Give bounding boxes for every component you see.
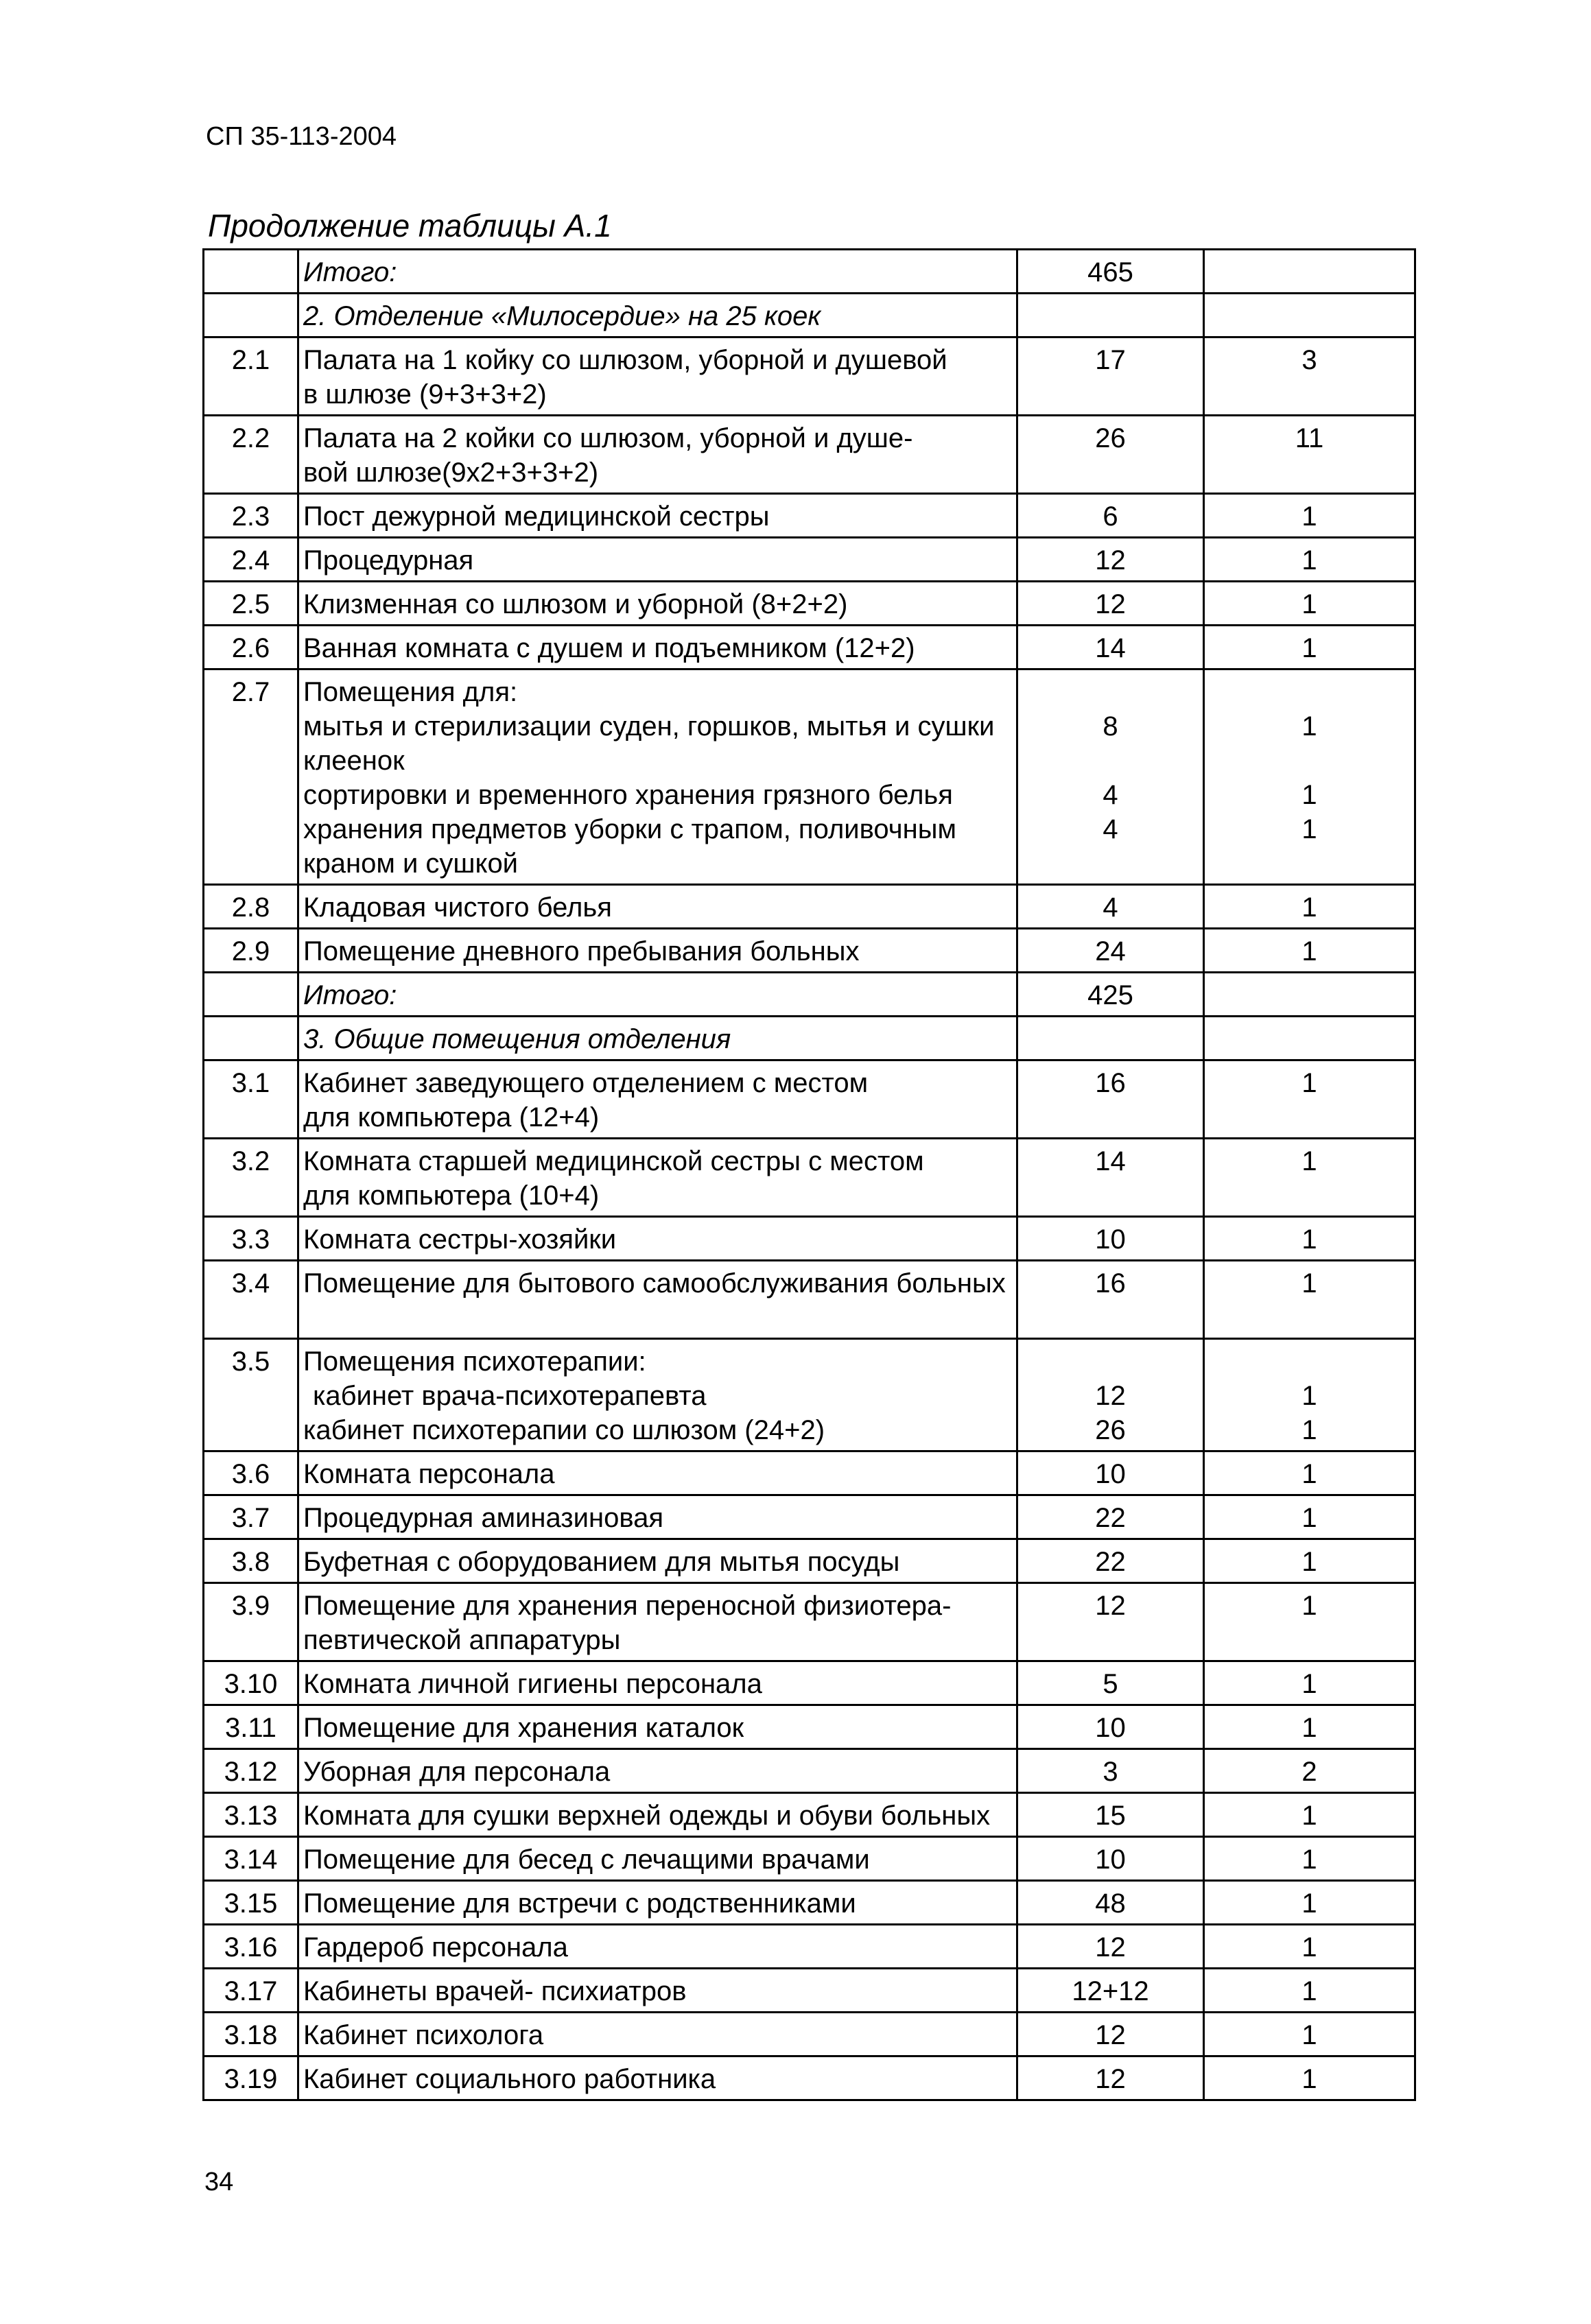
area-value xyxy=(1017,1451,1204,1495)
table-row xyxy=(204,1261,1415,1339)
quantity-value xyxy=(1204,1749,1415,1793)
quantity-line: 1 xyxy=(1301,936,1317,967)
room-name-line xyxy=(303,1301,1012,1335)
room-name-line: Помещение для бесед с лечащими врачами xyxy=(303,1845,870,1875)
table-row xyxy=(204,582,1415,626)
area-value xyxy=(1017,1969,1204,2013)
area-line: 465 xyxy=(1087,257,1133,287)
quantity-value xyxy=(1204,1339,1415,1451)
room-name-line: Комната личной гигиены персонала xyxy=(303,1669,762,1699)
row-number: 3.16 xyxy=(204,1925,298,1969)
area-line xyxy=(1022,1344,1199,1379)
area-value xyxy=(1017,1705,1204,1749)
room-name xyxy=(298,494,1017,538)
area-value xyxy=(1017,1837,1204,1881)
table-row xyxy=(204,1495,1415,1539)
area-value xyxy=(1017,250,1204,294)
area-value xyxy=(1017,1017,1204,1060)
quantity-value xyxy=(1204,294,1415,337)
area-value xyxy=(1017,494,1204,538)
quantity-line: 1 xyxy=(1301,1547,1317,1577)
area-line: 6 xyxy=(1103,501,1118,532)
area-line: 4 xyxy=(1103,814,1118,844)
room-name xyxy=(298,250,1017,294)
area-line: 14 xyxy=(1095,1146,1126,1176)
room-name xyxy=(298,1969,1017,2013)
page-number: 34 xyxy=(204,2168,234,2196)
room-name-line: для компьютера (10+4) xyxy=(303,1181,600,1211)
row-number: 3.3 xyxy=(204,1217,298,1261)
area-line: 22 xyxy=(1095,1503,1126,1533)
area-line: 12 xyxy=(1095,1591,1126,1621)
quantity-line: 1 xyxy=(1301,1845,1317,1875)
table-row xyxy=(204,2013,1415,2056)
table-row xyxy=(204,1017,1415,1060)
room-name xyxy=(298,1925,1017,1969)
quantity-line xyxy=(1209,299,1410,333)
room-name xyxy=(298,1261,1017,1339)
area-line: 16 xyxy=(1095,1268,1126,1299)
area-line: 12+12 xyxy=(1072,1976,1149,2006)
quantity-value xyxy=(1204,885,1415,929)
row-number: 2.4 xyxy=(204,538,298,582)
area-value xyxy=(1017,1661,1204,1705)
area-value xyxy=(1017,626,1204,669)
quantity-line: 2 xyxy=(1301,1757,1317,1787)
room-name xyxy=(298,294,1017,337)
table-row xyxy=(204,538,1415,582)
table-row xyxy=(204,669,1415,885)
quantity-line xyxy=(1209,744,1410,778)
quantity-value xyxy=(1204,1451,1415,1495)
room-name-line: мытья и стерилизации суден, горшков, мытья и сушки xyxy=(303,711,995,742)
area-line: 16 xyxy=(1095,1068,1126,1098)
area-value xyxy=(1017,2056,1204,2100)
area-value xyxy=(1017,1139,1204,1217)
quantity-line: 11 xyxy=(1295,423,1324,453)
quantity-line xyxy=(1209,846,1410,881)
table-row xyxy=(204,973,1415,1017)
room-name-line: Кабинет заведующего отделением с местом xyxy=(303,1068,869,1098)
room-name xyxy=(298,1705,1017,1749)
area-line: 4 xyxy=(1103,892,1118,923)
area-value xyxy=(1017,973,1204,1017)
room-name-line: Комната сестры-хозяйки xyxy=(303,1224,617,1255)
room-name-line: Помещение для хранения каталок xyxy=(303,1713,744,1743)
table-row xyxy=(204,1881,1415,1925)
quantity-value xyxy=(1204,1495,1415,1539)
room-name xyxy=(298,1539,1017,1583)
row-number: 3.14 xyxy=(204,1837,298,1881)
room-name xyxy=(298,1583,1017,1661)
area-value xyxy=(1017,294,1204,337)
quantity-value xyxy=(1204,416,1415,494)
room-name-line: 3. Общие помещения отделения xyxy=(303,1024,731,1054)
quantity-line: 1 xyxy=(1301,1459,1317,1489)
room-name xyxy=(298,1139,1017,1217)
area-line: 12 xyxy=(1095,1932,1126,1963)
table-row xyxy=(204,1139,1415,1217)
row-number: 3.6 xyxy=(204,1451,298,1495)
area-line: 5 xyxy=(1103,1669,1118,1699)
room-name-line: Комната для сушки верхней одежды и обуви больных xyxy=(303,1801,991,1831)
quantity-line: 1 xyxy=(1301,1381,1317,1411)
room-name xyxy=(298,416,1017,494)
room-name xyxy=(298,929,1017,973)
area-value xyxy=(1017,416,1204,494)
room-name-line: Помещение для хранения переносной физиотера- xyxy=(303,1591,952,1621)
table-row xyxy=(204,337,1415,416)
quantity-line xyxy=(1209,978,1410,1012)
table-row xyxy=(204,885,1415,929)
quantity-line xyxy=(1209,1344,1410,1379)
table-caption: Продолжение таблицы А.1 xyxy=(208,208,612,244)
table-row xyxy=(204,2056,1415,2100)
quantity-line: 1 xyxy=(1301,1268,1317,1299)
table-row xyxy=(204,1583,1415,1661)
room-name-line: Помещения для: xyxy=(303,677,518,707)
quantity-line: 1 xyxy=(1301,633,1317,663)
area-value xyxy=(1017,1749,1204,1793)
area-line: 26 xyxy=(1095,1415,1126,1445)
quantity-line: 1 xyxy=(1301,1224,1317,1255)
room-name-line: 2. Отделение «Милосердие» на 25 коек xyxy=(303,301,821,331)
room-name-line: Буфетная с оборудованием для мытья посуды xyxy=(303,1547,900,1577)
quantity-line: 1 xyxy=(1301,892,1317,923)
area-line: 14 xyxy=(1095,633,1126,663)
room-name xyxy=(298,973,1017,1017)
quantity-value xyxy=(1204,1060,1415,1139)
quantity-value xyxy=(1204,1017,1415,1060)
quantity-line: 1 xyxy=(1301,1669,1317,1699)
room-name-line: Пост дежурной медицинской сестры xyxy=(303,501,770,532)
row-number xyxy=(204,1017,298,1060)
area-value xyxy=(1017,337,1204,416)
quantity-value xyxy=(1204,1139,1415,1217)
quantity-line: 1 xyxy=(1301,1976,1317,2006)
area-line: 12 xyxy=(1095,545,1126,576)
room-name xyxy=(298,1881,1017,1925)
room-name xyxy=(298,337,1017,416)
area-line: 12 xyxy=(1095,2064,1126,2094)
area-line: 12 xyxy=(1095,1381,1126,1411)
room-name xyxy=(298,1017,1017,1060)
quantity-line: 1 xyxy=(1301,1591,1317,1621)
quantity-line xyxy=(1209,255,1410,289)
area-value xyxy=(1017,1925,1204,1969)
table-row xyxy=(204,494,1415,538)
row-number: 2.2 xyxy=(204,416,298,494)
room-name-line: Итого: xyxy=(303,980,397,1010)
room-name xyxy=(298,1837,1017,1881)
quantity-value xyxy=(1204,538,1415,582)
area-value xyxy=(1017,1339,1204,1451)
room-name xyxy=(298,626,1017,669)
rooms-table-body xyxy=(204,250,1415,2100)
quantity-value xyxy=(1204,1583,1415,1661)
quantity-value xyxy=(1204,2056,1415,2100)
row-number: 3.19 xyxy=(204,2056,298,2100)
room-name xyxy=(298,2056,1017,2100)
row-number: 3.1 xyxy=(204,1060,298,1139)
row-number xyxy=(204,294,298,337)
room-name-line: Палата на 1 койку со шлюзом, уборной и душевой xyxy=(303,345,947,375)
quantity-value xyxy=(1204,626,1415,669)
room-name-line: Ванная комната с душем и подъемником (12+2) xyxy=(303,633,915,663)
room-name xyxy=(298,1661,1017,1705)
table-row xyxy=(204,626,1415,669)
room-name-line: Уборная для персонала xyxy=(303,1757,611,1787)
row-number: 2.5 xyxy=(204,582,298,626)
quantity-value xyxy=(1204,2013,1415,2056)
area-line: 10 xyxy=(1095,1459,1126,1489)
quantity-value xyxy=(1204,929,1415,973)
area-value xyxy=(1017,669,1204,885)
rooms-table xyxy=(202,248,1416,2101)
table-row xyxy=(204,1339,1415,1451)
room-name xyxy=(298,538,1017,582)
area-line: 22 xyxy=(1095,1547,1126,1577)
table-row xyxy=(204,1705,1415,1749)
room-name xyxy=(298,2013,1017,2056)
quantity-line xyxy=(1209,675,1410,709)
room-name-line: краном и сушкой xyxy=(303,849,519,879)
quantity-line: 1 xyxy=(1301,501,1317,532)
area-value xyxy=(1017,1217,1204,1261)
quantity-line: 3 xyxy=(1301,345,1317,375)
area-value xyxy=(1017,1583,1204,1661)
row-number xyxy=(204,250,298,294)
area-line: 17 xyxy=(1095,345,1126,375)
table-row xyxy=(204,250,1415,294)
area-line: 10 xyxy=(1095,1224,1126,1255)
area-line: 24 xyxy=(1095,936,1126,967)
quantity-value xyxy=(1204,669,1415,885)
area-line: 4 xyxy=(1103,780,1118,810)
row-number xyxy=(204,973,298,1017)
quantity-line: 1 xyxy=(1301,1146,1317,1176)
row-number: 3.8 xyxy=(204,1539,298,1583)
quantity-value xyxy=(1204,1661,1415,1705)
room-name-line: Процедурная аминазиновая xyxy=(303,1503,664,1533)
room-name-line: Гардероб персонала xyxy=(303,1932,568,1963)
quantity-line: 1 xyxy=(1301,2020,1317,2050)
room-name-line: Помещение дневного пребывания больных xyxy=(303,936,860,967)
row-number: 3.13 xyxy=(204,1793,298,1837)
quantity-value xyxy=(1204,1539,1415,1583)
quantity-line: 1 xyxy=(1301,1503,1317,1533)
row-number: 2.8 xyxy=(204,885,298,929)
quantity-value xyxy=(1204,973,1415,1017)
quantity-value xyxy=(1204,1837,1415,1881)
room-name xyxy=(298,669,1017,885)
quantity-value xyxy=(1204,1261,1415,1339)
row-number: 2.1 xyxy=(204,337,298,416)
area-value xyxy=(1017,1793,1204,1837)
room-name-line: сортировки и временного хранения грязного белья xyxy=(303,780,953,810)
quantity-line xyxy=(1209,1022,1410,1056)
area-value xyxy=(1017,1881,1204,1925)
row-number: 3.17 xyxy=(204,1969,298,2013)
quantity-line: 1 xyxy=(1301,1932,1317,1963)
table-row xyxy=(204,1837,1415,1881)
area-line xyxy=(1022,675,1199,709)
room-name-line: Клизменная со шлюзом и уборной (8+2+2) xyxy=(303,589,848,619)
quantity-value xyxy=(1204,494,1415,538)
room-name-line: хранения предметов уборки с трапом, поливочным xyxy=(303,814,956,844)
room-name-line: Кабинет социального работника xyxy=(303,2064,716,2094)
room-name-line: вой шлюзе(9х2+3+3+2) xyxy=(303,458,599,488)
area-line xyxy=(1022,744,1199,778)
row-number: 2.3 xyxy=(204,494,298,538)
room-name-line: Итого: xyxy=(303,257,397,287)
room-name xyxy=(298,1451,1017,1495)
area-value xyxy=(1017,582,1204,626)
table-row xyxy=(204,1793,1415,1837)
room-name-line: клеенок xyxy=(303,746,405,776)
quantity-line: 1 xyxy=(1301,1888,1317,1919)
row-number: 3.5 xyxy=(204,1339,298,1451)
quantity-line: 1 xyxy=(1301,711,1317,742)
table-row xyxy=(204,294,1415,337)
area-line xyxy=(1022,1022,1199,1056)
room-name-line: Палата на 2 койки со шлюзом, уборной и душе- xyxy=(303,423,913,453)
area-line xyxy=(1022,846,1199,881)
quantity-value xyxy=(1204,582,1415,626)
table-row xyxy=(204,1661,1415,1705)
area-value xyxy=(1017,1261,1204,1339)
area-line xyxy=(1022,299,1199,333)
room-name xyxy=(298,1495,1017,1539)
table-row xyxy=(204,1451,1415,1495)
room-name-line: певтической аппаратуры xyxy=(303,1625,621,1655)
area-line: 12 xyxy=(1095,589,1126,619)
row-number: 2.9 xyxy=(204,929,298,973)
table-row xyxy=(204,1925,1415,1969)
quantity-line: 1 xyxy=(1301,1068,1317,1098)
quantity-line: 1 xyxy=(1301,1713,1317,1743)
room-name xyxy=(298,582,1017,626)
room-name xyxy=(298,1060,1017,1139)
quantity-value xyxy=(1204,337,1415,416)
area-value xyxy=(1017,929,1204,973)
quantity-value xyxy=(1204,1881,1415,1925)
room-name-line: для компьютера (12+4) xyxy=(303,1102,600,1133)
quantity-value xyxy=(1204,1217,1415,1261)
area-value xyxy=(1017,538,1204,582)
row-number: 3.9 xyxy=(204,1583,298,1661)
row-number: 3.18 xyxy=(204,2013,298,2056)
room-name-line: в шлюзе (9+3+3+2) xyxy=(303,379,547,410)
room-name-line: Кладовая чистого белья xyxy=(303,892,612,923)
room-name-line: Комната старшей медицинской сестры с местом xyxy=(303,1146,924,1176)
table-row xyxy=(204,1749,1415,1793)
quantity-value xyxy=(1204,1925,1415,1969)
room-name-line: Помещение для бытового самообслуживания больных xyxy=(303,1268,1006,1299)
area-value xyxy=(1017,2013,1204,2056)
quantity-value xyxy=(1204,1793,1415,1837)
area-value xyxy=(1017,885,1204,929)
quantity-value xyxy=(1204,1705,1415,1749)
table-row xyxy=(204,1969,1415,2013)
room-name-line: Кабинеты врачей- психиатров xyxy=(303,1976,687,2006)
quantity-line: 1 xyxy=(1301,545,1317,576)
row-number: 2.6 xyxy=(204,626,298,669)
quantity-value xyxy=(1204,1969,1415,2013)
room-name xyxy=(298,1793,1017,1837)
row-number: 3.11 xyxy=(204,1705,298,1749)
room-name-line: кабинет врача-психотерапевта xyxy=(313,1381,707,1411)
quantity-line: 1 xyxy=(1301,814,1317,844)
table-row xyxy=(204,416,1415,494)
room-name-line: Кабинет психолога xyxy=(303,2020,544,2050)
room-name-line: Комната персонала xyxy=(303,1459,555,1489)
table-row xyxy=(204,929,1415,973)
area-line: 10 xyxy=(1095,1845,1126,1875)
room-name-line: Помещение для встречи с родственниками xyxy=(303,1888,856,1919)
row-number: 3.2 xyxy=(204,1139,298,1217)
area-line: 12 xyxy=(1095,2020,1126,2050)
room-name-line: Помещения психотерапии: xyxy=(303,1347,646,1377)
area-line: 15 xyxy=(1095,1801,1126,1831)
row-number: 3.15 xyxy=(204,1881,298,1925)
row-number: 3.4 xyxy=(204,1261,298,1339)
table-row xyxy=(204,1539,1415,1583)
quantity-line: 1 xyxy=(1301,2064,1317,2094)
room-name xyxy=(298,1217,1017,1261)
area-line: 8 xyxy=(1103,711,1118,742)
quantity-line: 1 xyxy=(1301,589,1317,619)
row-number: 2.7 xyxy=(204,669,298,885)
area-value xyxy=(1017,1060,1204,1139)
quantity-line: 1 xyxy=(1301,1801,1317,1831)
area-line: 10 xyxy=(1095,1713,1126,1743)
area-line: 26 xyxy=(1095,423,1126,453)
quantity-line: 1 xyxy=(1301,1415,1317,1445)
area-line: 425 xyxy=(1087,980,1133,1010)
document-code: СП 35-113-2004 xyxy=(206,122,397,151)
row-number: 3.12 xyxy=(204,1749,298,1793)
area-value xyxy=(1017,1495,1204,1539)
quantity-line: 1 xyxy=(1301,780,1317,810)
area-line: 3 xyxy=(1103,1757,1118,1787)
room-name xyxy=(298,885,1017,929)
quantity-value xyxy=(1204,250,1415,294)
room-name-line: Процедурная xyxy=(303,545,474,576)
table-row xyxy=(204,1060,1415,1139)
room-name xyxy=(298,1339,1017,1451)
room-name-line: кабинет психотерапии со шлюзом (24+2) xyxy=(303,1415,825,1445)
area-line: 48 xyxy=(1095,1888,1126,1919)
room-name xyxy=(298,1749,1017,1793)
row-number: 3.10 xyxy=(204,1661,298,1705)
row-number: 3.7 xyxy=(204,1495,298,1539)
area-value xyxy=(1017,1539,1204,1583)
table-row xyxy=(204,1217,1415,1261)
